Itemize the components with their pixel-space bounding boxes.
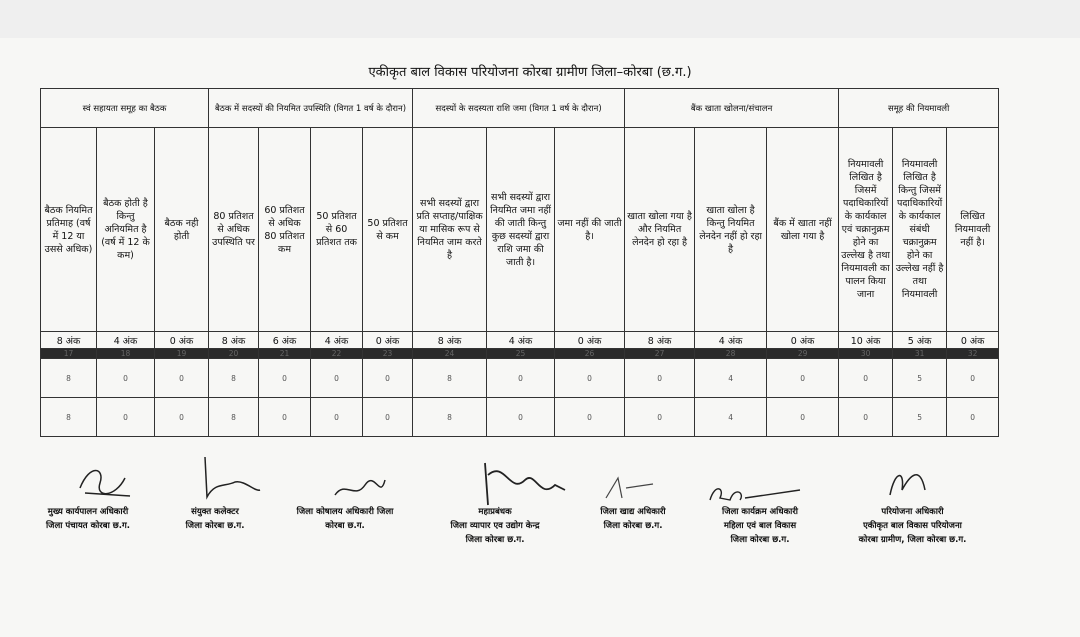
signature-office: जिला कोरबा छ.ग.: [185, 521, 245, 531]
marks-cell: 4 अंक: [311, 332, 363, 349]
background-strip: [0, 0, 1080, 38]
marks-cell: 10 अंक: [839, 332, 893, 349]
data-cell: 8: [413, 359, 487, 398]
criterion-cell: जमा नहीं की जाती है।: [555, 128, 625, 332]
signature-block: [835, 505, 990, 547]
table-row: [41, 398, 999, 437]
column-number: 17: [41, 349, 97, 359]
signature-office: एकीकृत बाल विकास परियोजना: [863, 521, 962, 531]
data-cell: 0: [259, 359, 311, 398]
marks-cell: 0 अंक: [555, 332, 625, 349]
marks-cell: 0 अंक: [155, 332, 209, 349]
signature-office: जिला कोरबा छ.ग.: [730, 535, 790, 545]
column-number: 28: [695, 349, 767, 359]
marks-cell: 4 अंक: [695, 332, 767, 349]
data-cell: 0: [767, 398, 839, 437]
data-cell: 0: [947, 359, 999, 398]
signature-office: जिला व्यापार एव उद्योग केन्द्र: [450, 521, 540, 531]
data-cell: 8: [413, 398, 487, 437]
data-cell: 0: [97, 398, 155, 437]
column-number: 24: [413, 349, 487, 359]
data-cell: 4: [695, 398, 767, 437]
data-cell: 0: [155, 398, 209, 437]
column-number: 23: [363, 349, 413, 359]
data-cell: 0: [363, 359, 413, 398]
data-cell: 0: [311, 398, 363, 437]
column-number: 32: [947, 349, 999, 359]
marks-cell: 0 अंक: [363, 332, 413, 349]
signature-block: [165, 505, 265, 533]
signature-block: [28, 505, 148, 533]
data-cell: 0: [625, 359, 695, 398]
data-cell: 0: [555, 359, 625, 398]
column-number: 21: [259, 349, 311, 359]
criterion-cell: खाता खोला है किन्तु नियमित लेनदेन नहीं हो रहा है: [695, 128, 767, 332]
group-header: स्वं सहायता समूह का बैठक: [41, 89, 209, 128]
data-cell: 0: [155, 359, 209, 398]
signature-office: जिला पंचायत कोरबा छ.ग.: [45, 521, 131, 531]
data-cell: 0: [839, 398, 893, 437]
marks-cell: 4 अंक: [487, 332, 555, 349]
signature-mark: [598, 470, 658, 505]
group-header: बैठक में सदस्यों की नियमित उपस्थिति (विगत 1 वर्ष के दौरान): [209, 89, 413, 128]
signature-block: [578, 505, 688, 533]
data-cell: 8: [209, 398, 259, 437]
criterion-cell: बैंक में खाता नहीं खोला गया है: [767, 128, 839, 332]
signature-office: कोरबा ग्रामीण, जिला कोरबा छ.ग.: [858, 535, 967, 545]
table-row: [41, 359, 999, 398]
marks-cell: 6 अंक: [259, 332, 311, 349]
marks-cell: 8 अंक: [41, 332, 97, 349]
data-cell: 0: [97, 359, 155, 398]
criterion-cell: 80 प्रतिशत से अधिक उपस्थिति पर: [209, 128, 259, 332]
data-cell: 5: [893, 359, 947, 398]
data-cell: 0: [259, 398, 311, 437]
signature-block: [430, 505, 560, 547]
signature-mark: [185, 452, 265, 507]
signature-title: परियोजना अधिकारी: [881, 507, 944, 517]
signature-office: कोरबा छ.ग.: [325, 521, 365, 531]
data-cell: 0: [767, 359, 839, 398]
signature-title: जिला खाद्य अधिकारी: [600, 507, 666, 517]
criterion-cell: 50 प्रतिशत से 60 प्रतिशत तक: [311, 128, 363, 332]
criterion-cell: नियमावली लिखित है किन्तु जिसमें पदाधिकारियों के कार्यकाल संबंधी चक्रानुक्रम होने का उल्लेख नहीं है तथा नियमावली: [893, 128, 947, 332]
data-cell: 8: [41, 398, 97, 437]
data-cell: 8: [41, 359, 97, 398]
document-title: एकीकृत बाल विकास परियोजना कोरबा ग्रामीण जिला–कोरबा (छ.ग.): [368, 65, 692, 80]
column-number: 18: [97, 349, 155, 359]
marks-cell: 0 अंक: [767, 332, 839, 349]
group-header-row: [41, 89, 999, 128]
assessment-table: [40, 88, 999, 437]
data-cell: 0: [947, 398, 999, 437]
signature-mark: [330, 470, 390, 510]
signature-title: जिला कार्यक्रम अधिकारी: [722, 507, 798, 517]
signature-mark: [880, 460, 940, 505]
criterion-cell: खाता खोला गया है और नियमित लेनदेन हो रहा है: [625, 128, 695, 332]
data-cell: 0: [839, 359, 893, 398]
column-number: 27: [625, 349, 695, 359]
criterion-cell: 60 प्रतिशत से अधिक 80 प्रतिशत कम: [259, 128, 311, 332]
signature-block: [275, 505, 415, 533]
criterion-cell: बैठक नियमित प्रतिमाह (वर्ष में 12 या उससे अधिक): [41, 128, 97, 332]
criterion-cell: सभी सदस्यों द्वारा प्रति सप्ताह/पाक्षिक या मासिक रूप से नियमित जाम करते है: [413, 128, 487, 332]
column-number: 31: [893, 349, 947, 359]
marks-cell: 8 अंक: [209, 332, 259, 349]
column-number-row: [41, 349, 999, 359]
signature-office: महिला एवं बाल विकास: [723, 521, 797, 531]
marks-cell: 0 अंक: [947, 332, 999, 349]
column-number: 19: [155, 349, 209, 359]
signature-office: जिला कोरबा छ.ग.: [603, 521, 663, 531]
criterion-cell: लिखित नियमावली नहीं है।: [947, 128, 999, 332]
criterion-cell: बैठक नही होती: [155, 128, 209, 332]
signature-title: जिला कोषालय अधिकारी जिला: [296, 507, 394, 517]
marks-cell: 4 अंक: [97, 332, 155, 349]
data-cell: 0: [555, 398, 625, 437]
data-cell: 5: [893, 398, 947, 437]
criterion-cell: सभी सदस्यों द्वारा नियमित जमा नहीं की जाती किन्तु कुछ सदस्यों द्वारा राशि जमा की जाती है।: [487, 128, 555, 332]
signature-title: महाप्रबंधक: [478, 507, 512, 517]
criterion-cell: 50 प्रतिशत से कम: [363, 128, 413, 332]
signature-block: [700, 505, 820, 547]
criterion-cell: नियमावली लिखित है जिसमें पदाधिकारियों के कार्यकाल एवं चक्रानुक्रम होने का उल्लेख है तथा नियमावली का पालन किया जाना: [839, 128, 893, 332]
data-cell: 0: [625, 398, 695, 437]
marks-cell: 8 अंक: [625, 332, 695, 349]
signature-title: संयुक्त कलेक्टर: [191, 507, 239, 517]
data-cell: 0: [363, 398, 413, 437]
data-cell: 0: [311, 359, 363, 398]
group-header: बैंक खाता खोलना/संचालन: [625, 89, 839, 128]
signature-mark: [70, 458, 140, 508]
column-number: 29: [767, 349, 839, 359]
column-number: 25: [487, 349, 555, 359]
group-header: सदस्यों के सदस्यता राशि जमा (विगत 1 वर्ष के दौरान): [413, 89, 625, 128]
criterion-cell: बैठक होती है किन्तु अनियमित है (वर्ष में 12 के कम): [97, 128, 155, 332]
group-header: समूह की नियमावली: [839, 89, 999, 128]
data-cell: 0: [487, 398, 555, 437]
criteria-row: [41, 128, 999, 332]
marks-row: [41, 332, 999, 349]
signature-mark: [705, 478, 805, 508]
marks-cell: 8 अंक: [413, 332, 487, 349]
signature-office: जिला कोरबा छ.ग.: [465, 535, 525, 545]
signature-title: मुख्य कार्यपालन अधिकारी: [47, 507, 129, 517]
data-cell: 4: [695, 359, 767, 398]
marks-cell: 5 अंक: [893, 332, 947, 349]
column-number: 30: [839, 349, 893, 359]
data-cell: 8: [209, 359, 259, 398]
column-number: 26: [555, 349, 625, 359]
column-number: 20: [209, 349, 259, 359]
column-number: 22: [311, 349, 363, 359]
data-cell: 0: [487, 359, 555, 398]
